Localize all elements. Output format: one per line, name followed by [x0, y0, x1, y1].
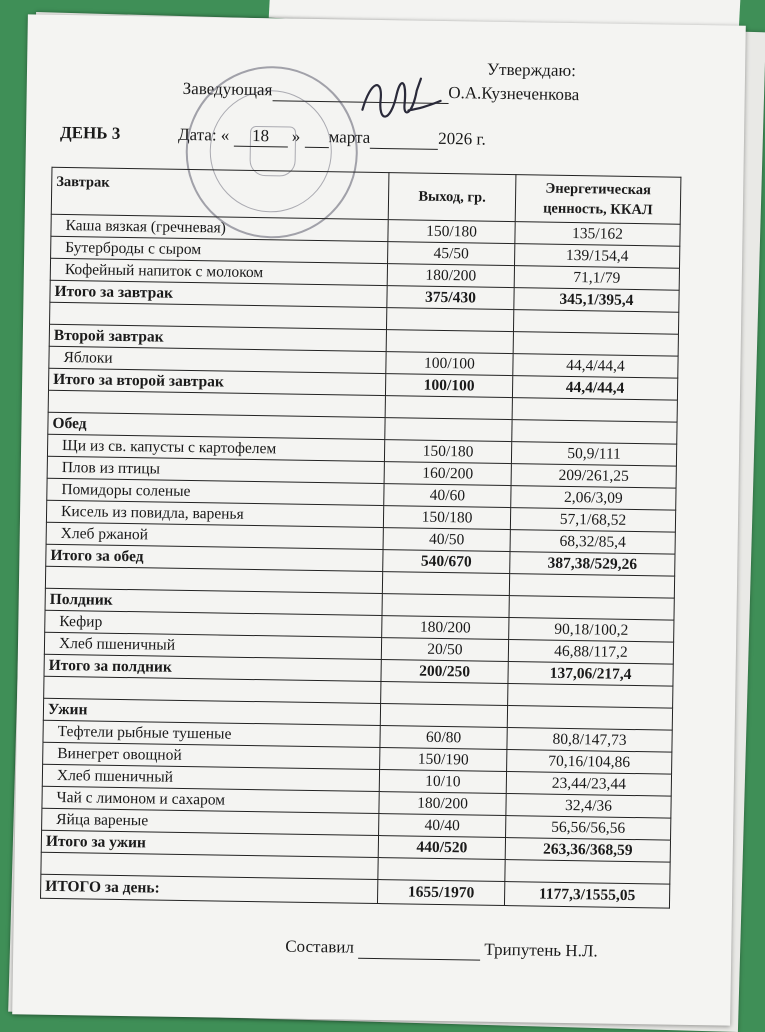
row-energy	[505, 860, 670, 885]
row-name: Тефтели рыбные тушеные	[43, 720, 380, 747]
row-weight: 200/250	[381, 660, 508, 684]
row-weight	[386, 308, 513, 332]
menu-table-body	[41, 167, 681, 908]
row-weight	[378, 858, 505, 882]
row-name: Хлеб пшеничный	[44, 632, 381, 659]
row-energy	[513, 310, 678, 335]
row-name: Обед	[48, 412, 385, 439]
row-energy	[513, 332, 678, 357]
row-weight: 150/180	[384, 440, 511, 464]
row-name: Хлеб ржаной	[46, 522, 383, 549]
row-weight: 150/180	[383, 506, 510, 530]
row-name: Итого за полдник	[44, 654, 381, 681]
date-label: Дата: «	[177, 124, 230, 145]
row-name: Итого за ужин	[41, 830, 378, 857]
row-weight: 180/200	[382, 616, 509, 640]
row-energy: 209/261,25	[511, 464, 676, 489]
row-name: ИТОГО за день:	[41, 874, 378, 903]
row-name: Итого за обед	[46, 544, 383, 571]
row-weight: 160/200	[384, 462, 511, 486]
row-weight: 180/200	[387, 264, 514, 288]
header-weight: Выход, гр.	[388, 173, 516, 222]
row-energy	[509, 596, 674, 621]
row-weight: 100/100	[385, 374, 512, 398]
row-name: Итого за завтрак	[50, 280, 387, 307]
row-name: Яйца вареные	[42, 808, 379, 835]
row-weight: 40/40	[379, 814, 506, 838]
row-weight: 150/190	[380, 748, 507, 772]
row-name: Плов из птицы	[47, 456, 384, 483]
row-energy	[508, 684, 673, 709]
head-name: О.А.Кузнеченкова	[448, 83, 580, 105]
row-energy: 387,38/529,26	[510, 552, 675, 577]
menu-sheet	[12, 14, 746, 1025]
row-name: Второй завтрак	[49, 324, 386, 351]
row-name: Полдник	[45, 588, 382, 615]
day-label: ДЕНЬ 3	[59, 122, 121, 143]
row-weight: 100/100	[386, 352, 513, 376]
row-name: Кофейный напиток с молоком	[50, 258, 387, 285]
row-name: Ужин	[43, 698, 380, 725]
row-weight: 45/50	[388, 242, 515, 266]
header-name: Завтрак	[51, 167, 389, 219]
row-energy: 345,1/395,4	[514, 288, 679, 313]
row-energy: 46,88/117,2	[508, 640, 673, 665]
approve-label: Утверждаю:	[486, 59, 577, 81]
row-name: Щи из св. капусты с картофелем	[47, 434, 384, 461]
date-month: марта	[328, 127, 371, 147]
row-name: Винегрет овощной	[43, 742, 380, 769]
row-weight	[382, 594, 509, 618]
compiler-label: Составил	[285, 936, 355, 957]
row-weight: 1655/1970	[377, 880, 504, 906]
row-name: Бутерброды с сыром	[51, 236, 388, 263]
row-energy	[507, 706, 672, 731]
row-energy: 90,18/100,2	[509, 618, 674, 643]
row-energy	[512, 420, 677, 445]
signature-scribble	[356, 70, 447, 131]
row-weight: 440/520	[378, 836, 505, 860]
row-energy: 50,9/111	[511, 442, 676, 467]
row-weight: 10/10	[379, 770, 506, 794]
row-name: Каша вязкая (гречневая)	[51, 214, 388, 241]
row-weight: 375/430	[387, 286, 514, 310]
row-weight: 40/50	[383, 528, 510, 552]
row-energy: 137,06/217,4	[508, 662, 673, 687]
row-weight	[385, 396, 512, 420]
row-energy: 135/162	[515, 222, 680, 247]
row-weight: 60/80	[380, 726, 507, 750]
row-energy	[512, 398, 677, 423]
row-energy: 71,1/79	[514, 266, 679, 291]
row-weight	[386, 330, 513, 354]
date-year: 2026 г.	[438, 128, 486, 149]
row-weight	[385, 418, 512, 442]
row-weight	[382, 572, 509, 596]
header-energy: Энергетическая ценность, ККАЛ	[515, 175, 681, 225]
row-energy: 2,06/3,09	[511, 486, 676, 511]
row-name: Итого за второй завтрак	[48, 368, 385, 395]
row-energy: 1177,3/1555,05	[504, 882, 669, 909]
row-energy	[509, 574, 674, 599]
date-day: 18	[233, 126, 287, 148]
row-energy: 70,16/104,86	[507, 750, 672, 775]
footer-line	[285, 937, 598, 963]
row-weight: 180/200	[379, 792, 506, 816]
row-name: Помидоры соленые	[47, 478, 384, 505]
row-energy: 80,8/147,73	[507, 728, 672, 753]
date-close: »	[291, 126, 301, 146]
row-weight: 40/60	[384, 484, 511, 508]
row-weight: 150/180	[388, 220, 515, 244]
compiler-name: Трипутень Н.Л.	[484, 939, 598, 961]
row-name: Хлеб пшеничный	[42, 764, 379, 791]
row-name: Кисель из повидла, варенья	[46, 500, 383, 527]
row-name: Кефир	[45, 610, 382, 637]
row-energy: 57,1/68,52	[510, 508, 675, 533]
head-label: Заведующая	[182, 78, 273, 100]
row-weight	[381, 682, 508, 706]
row-energy: 23,44/23,44	[506, 772, 671, 797]
row-name: Чай с лимоном и сахаром	[42, 786, 379, 813]
row-energy: 68,32/85,4	[510, 530, 675, 555]
row-name: Яблоки	[49, 346, 386, 373]
menu-table	[40, 167, 681, 909]
row-energy: 139/154,4	[515, 244, 680, 269]
row-energy: 32,4/36	[506, 794, 671, 819]
row-energy: 263,36/368,59	[505, 838, 670, 863]
row-weight	[380, 704, 507, 728]
row-energy: 56,56/56,56	[506, 816, 671, 841]
compiler-signature-line	[358, 938, 480, 961]
row-weight: 540/670	[383, 550, 510, 574]
row-weight: 20/50	[381, 638, 508, 662]
row-energy: 44,4/44,4	[513, 354, 678, 379]
row-energy: 44,4/44,4	[512, 376, 677, 401]
